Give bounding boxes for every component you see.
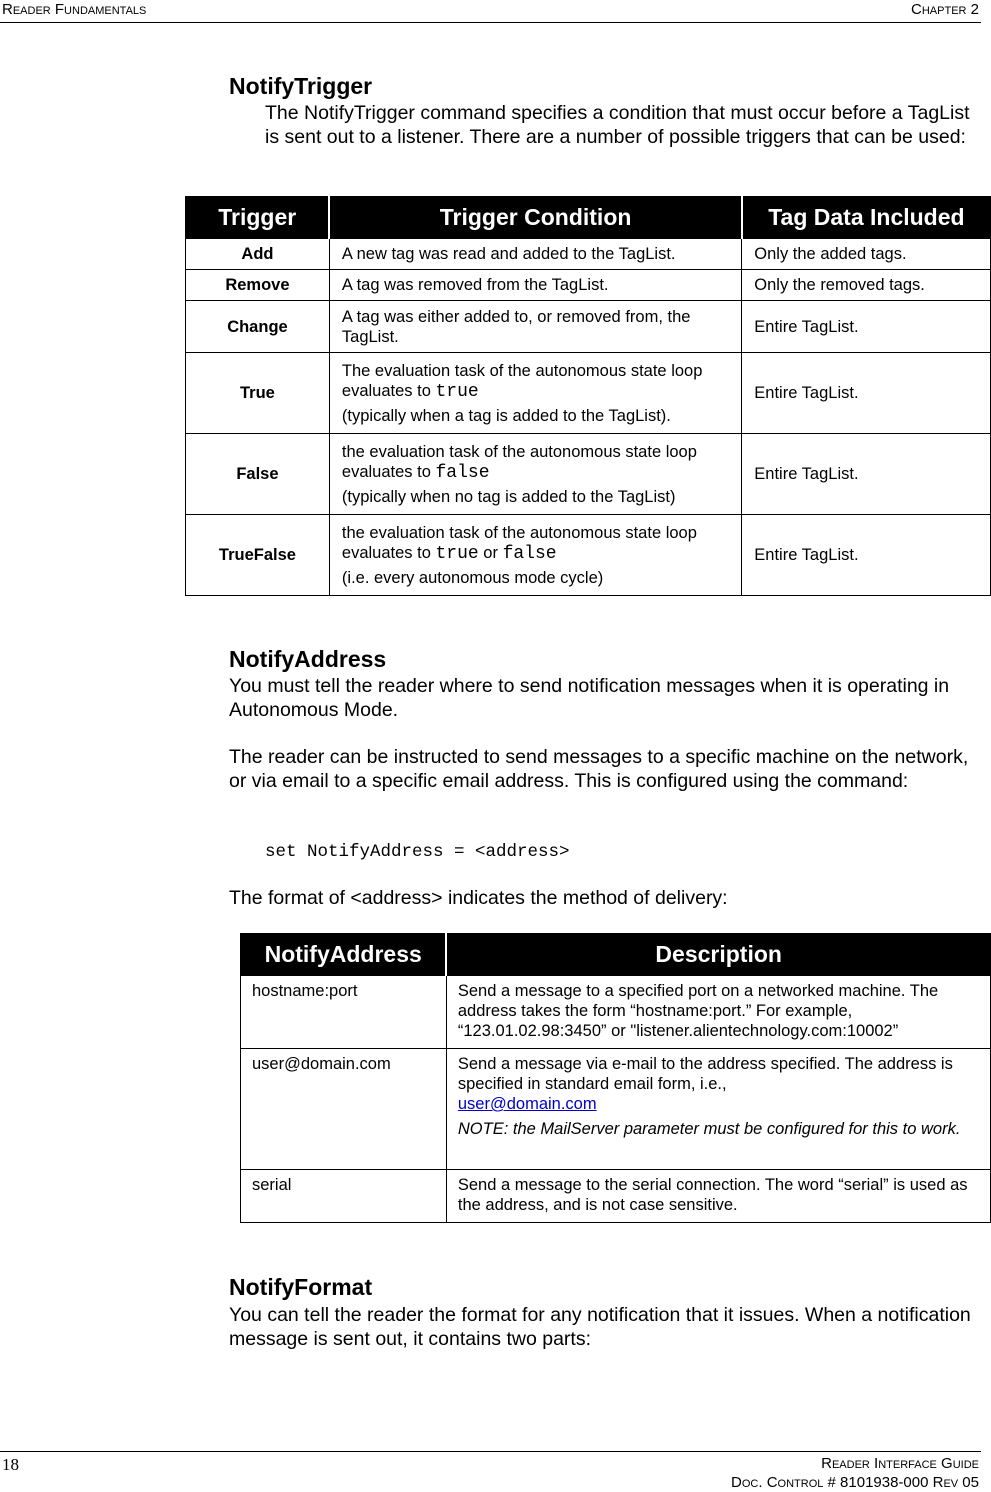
condition-code-2: false — [502, 543, 557, 564]
trigger-condition: A new tag was read and added to the TagList. — [329, 239, 741, 270]
table-row — [241, 1170, 991, 1223]
description-text: Send a message via e-mail to the address specified. The address is specified in standard email form, i.e., — [457, 1055, 953, 1093]
address-description: Send a message to a specified port on a networked machine. The address takes the form “hostname:port.” For example, “123.01.02.98:3450” or "listener.alientechnology.com:10002” — [446, 976, 990, 1049]
heading-notifytrigger: NotifyTrigger — [229, 73, 373, 99]
notifyaddress-p3: The format of <address> indicates the method of delivery: — [229, 887, 728, 909]
condition-note: (typically when a tag is added to the TagList). — [341, 406, 671, 425]
address-table — [240, 933, 991, 1223]
col-header-trigger: Trigger — [186, 196, 330, 239]
page-header — [0, 0, 981, 23]
table-row — [186, 434, 991, 515]
footer-guide-title: Reader Interface Guide — [821, 1455, 979, 1472]
address-value: user@domain.com — [241, 1049, 447, 1170]
col-header-data: Tag Data Included — [742, 196, 991, 239]
email-link[interactable]: user@domain.com — [457, 1095, 597, 1113]
trigger-name: TrueFalse — [186, 515, 330, 596]
table-row — [186, 239, 991, 270]
notifyaddress-p1: You must tell the reader where to send notification messages when it is operating in Autonomous Mode. — [229, 675, 950, 721]
col-header-description: Description — [446, 933, 990, 976]
condition-note: (typically when no tag is added to the TagList) — [341, 487, 676, 506]
table-row — [186, 301, 991, 353]
condition-text: the evaluation task of the autonomous state loop evaluates to — [341, 442, 697, 481]
condition-or: or — [483, 543, 498, 562]
trigger-name: True — [186, 353, 330, 434]
condition-text: the evaluation task of the autonomous state loop evaluates to — [341, 523, 697, 562]
trigger-data: Only the removed tags. — [742, 270, 991, 301]
page-footer — [0, 1451, 981, 1492]
trigger-data: Entire TagList. — [742, 434, 991, 515]
address-table-header — [241, 933, 991, 976]
trigger-name: Remove — [186, 270, 330, 301]
col-header-condition: Trigger Condition — [329, 196, 741, 239]
heading-notifyformat: NotifyFormat — [229, 1274, 373, 1300]
footer-doc-control: Doc. Control # 8101938-000 Rev 05 — [731, 1474, 979, 1491]
trigger-data: Entire TagList. — [742, 353, 991, 434]
header-chapter: Chapter 2 — [911, 1, 979, 18]
trigger-condition — [329, 434, 741, 515]
trigger-condition: A tag was removed from the TagList. — [329, 270, 741, 301]
address-value: serial — [241, 1170, 447, 1223]
trigger-condition: A tag was either added to, or removed from, the TagList. — [329, 301, 741, 353]
trigger-condition — [329, 353, 741, 434]
address-description: Send a message to the serial connection. The word “serial” is used as the address, and is not case sensitive. — [446, 1170, 990, 1223]
mailserver-note: NOTE: the MailServer parameter must be configured for this to work. — [457, 1120, 961, 1138]
condition-note: (i.e. every autonomous mode cycle) — [341, 568, 604, 587]
trigger-data: Entire TagList. — [742, 515, 991, 596]
col-header-notifyaddress: NotifyAddress — [241, 933, 447, 976]
trigger-data: Only the added tags. — [742, 239, 991, 270]
trigger-name: Change — [186, 301, 330, 353]
trigger-condition — [329, 515, 741, 596]
notifytrigger-intro: The NotifyTrigger command specifies a condition that must occur before a TagList is sent out to a listener. There are a number of possible triggers that can be used: — [265, 102, 970, 148]
table-row — [241, 976, 991, 1049]
notifyaddress-p2: The reader can be instructed to send messages to a specific machine on the network, or via email to a specific email address. This is configured using the command: — [229, 746, 969, 792]
table-row — [186, 515, 991, 596]
table-row — [241, 1049, 991, 1170]
notifyformat-p1: You can tell the reader the format for any notification that it issues. When a notification message is sent out, it contains two parts: — [229, 1304, 971, 1350]
address-description — [446, 1049, 990, 1170]
table-row — [186, 353, 991, 434]
condition-code: true — [435, 543, 479, 564]
trigger-table-header — [186, 196, 991, 239]
table-row — [186, 270, 991, 301]
trigger-data: Entire TagList. — [742, 301, 991, 353]
condition-code: true — [435, 381, 479, 402]
notifyaddress-command: set NotifyAddress = <address> — [265, 842, 570, 862]
condition-code: false — [435, 462, 490, 483]
trigger-name: Add — [186, 239, 330, 270]
heading-notifyaddress: NotifyAddress — [229, 646, 387, 672]
trigger-table — [185, 196, 991, 596]
trigger-name: False — [186, 434, 330, 515]
page-number: 18 — [2, 1455, 19, 1474]
header-section-title: Reader Fundamentals — [2, 1, 147, 18]
condition-text: The evaluation task of the autonomous state loop evaluates to — [341, 361, 703, 400]
address-value: hostname:port — [241, 976, 447, 1049]
